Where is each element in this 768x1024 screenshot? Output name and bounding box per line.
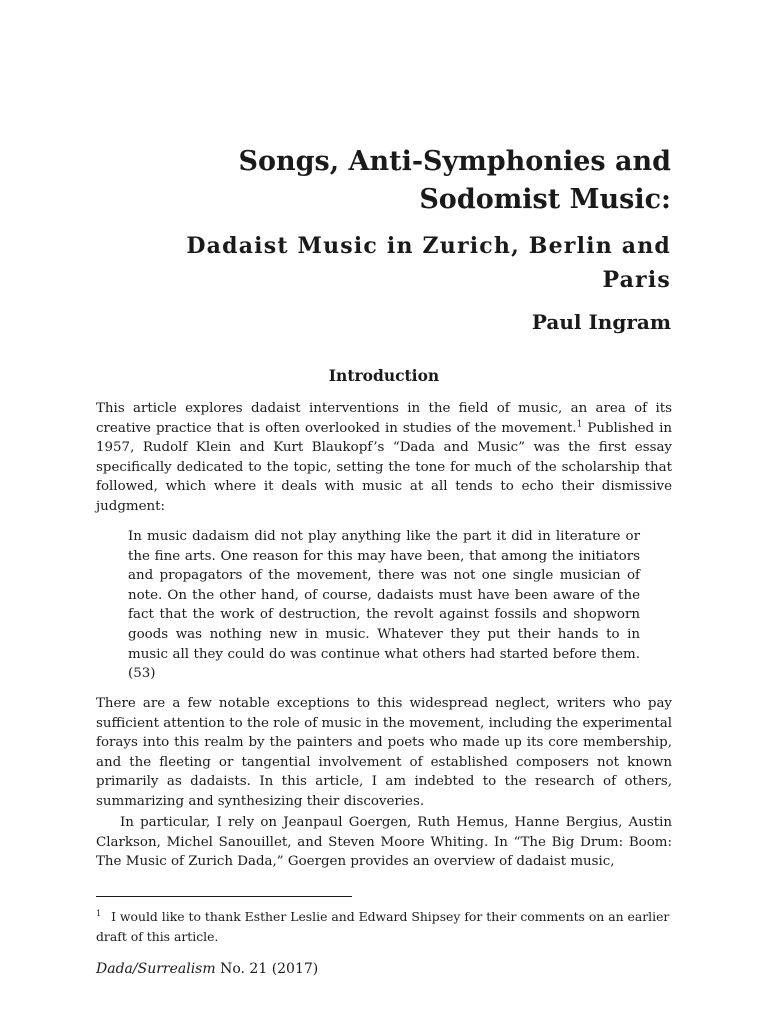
footnote-mark: 1: [96, 908, 102, 918]
body-paragraph-1: [96, 399, 672, 517]
subtitle-line-2: Paris: [602, 267, 671, 293]
article-subtitle: [111, 229, 671, 297]
journal-issue: No. 21 (2017): [215, 961, 319, 977]
paragraph-text: This article explores dadaist interventions in the field of music, an area of its creative practice that is often overlooked in studies of the movement.: [96, 401, 672, 436]
author-name: Paul Ingram: [531, 310, 671, 334]
body-paragraph-3: In particular, I rely on Jeanpaul Goergen, Ruth Hemus, Hanne Bergius, Austin Clarkson, Michel Sanouillet, and Steven Moore Whiting. In “The Big Drum: Boom: The Music of Zurich Dada,” Goergen provides an overview of dadaist music,: [96, 815, 672, 870]
footnote-divider: [96, 896, 352, 897]
block-quote: In music dadaism did not play anything like the part it did in literature or the fine arts. One reason for this may have been, that among the initiators and propagators of the movement, there was not one single musician of note. On the other hand, of course, dadaists must have been aware of the fact that the work of destruction, the revolt against fossils and shopworn goods was nothing new in music. Whatever they put their hands to in music all they could do was continue what others had started before them. (53): [128, 529, 640, 682]
title-line-1: Songs, Anti-Symphonies and: [238, 146, 671, 177]
section-heading: Introduction: [328, 366, 440, 385]
journal-citation: [96, 959, 496, 979]
journal-name: Dada/Surrealism: [96, 961, 216, 977]
title-line-2: Sodomist Music:: [419, 184, 671, 215]
footnote: [96, 907, 672, 946]
article-title: [151, 143, 671, 219]
paragraph-text-continued: Published in 1957, Rudolf Klein and Kurt Blaukopf’s “Dada and Music” was the first essay specifically dedicated to the topic, setting the tone for much of the scholarship that followed, which where it deals with music at all tends to echo their dismissive judgment:: [96, 420, 673, 514]
body-paragraph-2: There are a few notable exceptions to this widespread neglect, writers who pay sufficient attention to the role of music in the movement, including the experimental forays into this realm by the painters and poets who made up its core membership, and the fleeting or tangential involvement of established composers not known primarily as dadaists. In this article, I am indebted to the research of others, summarizing and synthesizing their discoveries.: [96, 696, 672, 809]
footnote-text: I would like to thank Esther Leslie and Edward Shipsey for their comments on an earlier draft of this article.: [96, 909, 670, 944]
subtitle-line-1: Dadaist Music in Zurich, Berlin and: [186, 233, 671, 259]
footnote-reference[interactable]: 1: [576, 419, 583, 430]
